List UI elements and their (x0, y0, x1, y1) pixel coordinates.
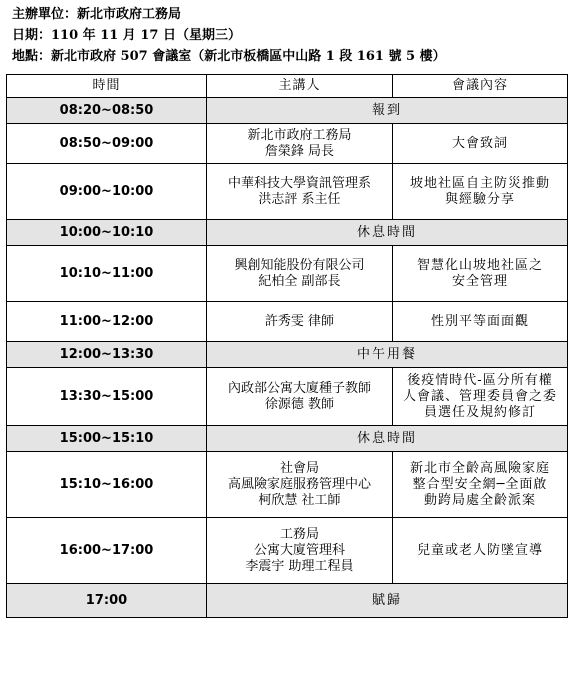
time-cell: 12:00~13:30 (7, 342, 207, 368)
topic-cell (393, 452, 568, 518)
speaker-line: 興創知能股份有限公司 (234, 257, 365, 273)
topic-line: 整合型安全網─全面啟 (412, 476, 548, 492)
speaker-line: 洪志評 系主任 (258, 191, 341, 207)
date-line: 日期：110 年 11 月 17 日（星期三） (12, 28, 241, 43)
table-header-row (7, 75, 568, 98)
topic-line: 大會致詞 (451, 135, 508, 151)
table-row (7, 342, 568, 368)
speaker-cell (207, 518, 393, 584)
time-cell: 15:00~15:10 (7, 426, 207, 452)
time-cell: 17:00 (7, 584, 207, 618)
speaker-cell (207, 452, 393, 518)
speaker-line: 社會局 (279, 460, 319, 476)
column-header-time: 時間 (7, 75, 207, 98)
topic-line: 坡地社區自主防災推動 (409, 175, 550, 191)
column-header-content: 會議內容 (393, 75, 568, 98)
time-cell: 11:00~12:00 (7, 302, 207, 342)
speaker-line: 中華科技大學資訊管理系 (227, 175, 371, 191)
speaker-line: 內政部公寓大廈種子教師 (227, 380, 371, 396)
table-row (7, 98, 568, 124)
topic-line: 動跨局處全齡派案 (423, 492, 536, 508)
table-row (7, 246, 568, 302)
table-row (7, 584, 568, 618)
speaker-cell (207, 302, 393, 342)
time-cell: 10:10~11:00 (7, 246, 207, 302)
topic-cell (393, 368, 568, 426)
topic-line: 性別平等面面觀 (430, 313, 529, 329)
speaker-cell (207, 368, 393, 426)
time-cell: 13:30~15:00 (7, 368, 207, 426)
speaker-cell (207, 164, 393, 220)
table-row (7, 426, 568, 452)
meeting-header (12, 4, 568, 67)
agenda-table (6, 74, 568, 618)
table-row (7, 452, 568, 518)
speaker-line: 新北市政府工務局 (247, 127, 352, 143)
session-label-cell: 中午用餐 (207, 342, 568, 368)
time-cell: 08:50~09:00 (7, 124, 207, 164)
topic-cell (393, 518, 568, 584)
speaker-line: 高風險家庭服務管理中心 (227, 476, 371, 492)
speaker-line: 公寓大廈管理科 (253, 542, 345, 558)
topic-cell (393, 302, 568, 342)
speaker-line: 紀柏全 副部長 (258, 273, 341, 289)
table-row (7, 368, 568, 426)
session-label-cell: 賦歸 (207, 584, 568, 618)
column-header-speaker: 主講人 (207, 75, 393, 98)
table-row (7, 220, 568, 246)
organizer-line: 主辦單位：新北市政府工務局 (12, 7, 182, 22)
topic-line: 智慧化山坡地社區之 (416, 257, 543, 273)
time-cell: 15:10~16:00 (7, 452, 207, 518)
topic-line: 新北市全齡高風險家庭 (409, 460, 550, 476)
agenda-body (7, 98, 568, 618)
time-cell: 09:00~10:00 (7, 164, 207, 220)
topic-line: 與經驗分享 (444, 191, 515, 207)
location-line: 地點：新北市政府 507 會議室（新北市板橋區中山路 1 段 161 號 5 樓） (12, 49, 446, 64)
session-label-cell: 休息時間 (207, 220, 568, 246)
table-row (7, 302, 568, 342)
topic-cell (393, 246, 568, 302)
topic-cell (393, 124, 568, 164)
topic-line: 員選任及規約修訂 (423, 404, 536, 420)
topic-line: 後疫情時代-區分所有權 (407, 372, 553, 388)
session-label-cell: 報到 (207, 98, 568, 124)
speaker-line: 許秀雯 律師 (264, 313, 335, 329)
time-cell: 16:00~17:00 (7, 518, 207, 584)
time-cell: 08:20~08:50 (7, 98, 207, 124)
topic-cell (393, 164, 568, 220)
speaker-line: 徐源德 教師 (264, 396, 335, 412)
speaker-line: 柯欣慧 社工師 (258, 492, 341, 508)
speaker-cell (207, 124, 393, 164)
speaker-line: 工務局 (279, 526, 319, 542)
time-cell: 10:00~10:10 (7, 220, 207, 246)
speaker-line: 詹榮鋒 局長 (264, 143, 335, 159)
speaker-cell (207, 246, 393, 302)
topic-line: 安全管理 (451, 273, 508, 289)
table-row (7, 164, 568, 220)
session-label-cell: 休息時間 (207, 426, 568, 452)
table-row (7, 124, 568, 164)
topic-line: 人會議、管理委員會之委 (402, 388, 557, 404)
topic-line: 兒童或老人防墜宣導 (416, 542, 543, 558)
speaker-line: 李震宇 助理工程員 (245, 558, 354, 574)
table-row (7, 518, 568, 584)
